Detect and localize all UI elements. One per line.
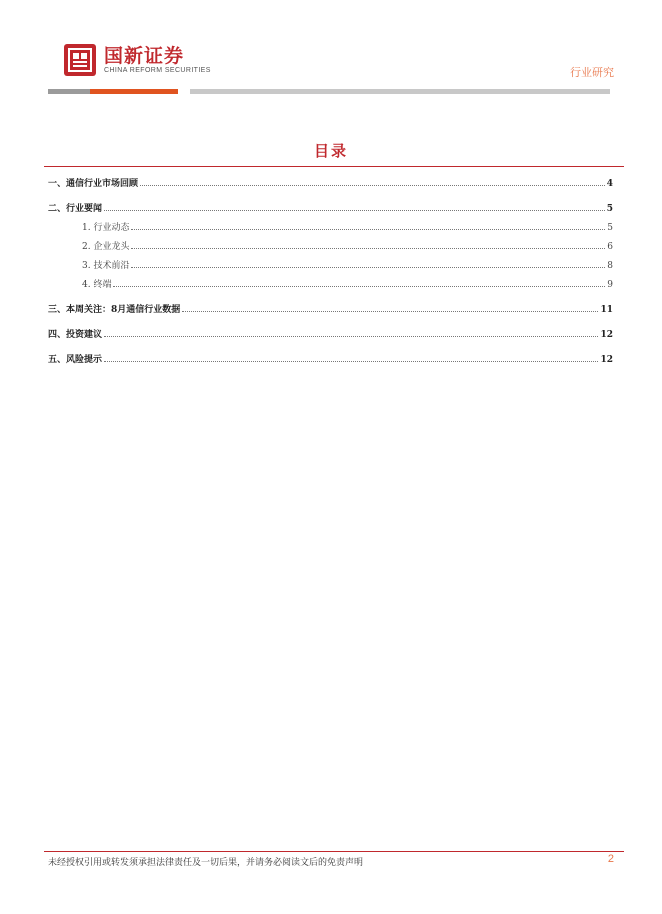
toc-entry-label: 五、风险提示 bbox=[48, 355, 103, 365]
toc-entry[interactable] bbox=[48, 327, 613, 340]
toc-leader-dots bbox=[104, 336, 598, 337]
toc-entry-label: 四、投资建议 bbox=[48, 330, 103, 340]
toc-entry[interactable] bbox=[48, 176, 613, 189]
toc-entry-page: 12 bbox=[600, 330, 613, 340]
toc-entry[interactable] bbox=[48, 352, 613, 365]
toc-entry-page: 4 bbox=[606, 179, 613, 189]
toc-entry[interactable] bbox=[48, 277, 613, 290]
toc-entry[interactable] bbox=[48, 201, 613, 214]
toc-entry[interactable] bbox=[48, 239, 613, 252]
logo-chinese-name: 国新证券 bbox=[104, 44, 185, 67]
section-tag: 行业研究 bbox=[570, 66, 614, 79]
toc-entry[interactable] bbox=[48, 302, 613, 315]
toc-divider bbox=[44, 166, 624, 167]
toc-leader-dots bbox=[131, 248, 605, 249]
table-of-contents bbox=[48, 176, 613, 365]
toc-entry-page: 5 bbox=[607, 223, 613, 233]
toc-entry-page: 12 bbox=[600, 355, 613, 365]
page-header bbox=[0, 0, 662, 100]
footer-divider bbox=[44, 851, 624, 852]
toc-entry-label: 三、本周关注：8月通信行业数据 bbox=[48, 305, 181, 315]
logo-mark-icon bbox=[64, 44, 96, 76]
logo-english-name: CHINA REFORM SECURITIES bbox=[104, 66, 211, 74]
company-logo bbox=[64, 44, 211, 76]
toc-entry-label: 二、行业要闻 bbox=[48, 204, 103, 214]
toc-entry-page: 6 bbox=[607, 242, 613, 252]
toc-title: 目录 bbox=[313, 142, 348, 160]
toc-leader-dots bbox=[113, 286, 605, 287]
toc-leader-dots bbox=[104, 210, 605, 211]
toc-entry-label: 4. 终端 bbox=[82, 280, 112, 290]
toc-entry-label: 2. 企业龙头 bbox=[82, 242, 130, 252]
toc-entry-page: 5 bbox=[606, 204, 613, 214]
toc-entry-label: 一、通信行业市场回顾 bbox=[48, 179, 139, 189]
toc-leader-dots bbox=[104, 361, 598, 362]
toc-leader-dots bbox=[131, 267, 605, 268]
header-bar-light bbox=[190, 89, 610, 94]
header-bar-gray bbox=[48, 89, 90, 94]
toc-entry-page: 11 bbox=[600, 305, 613, 315]
toc-leader-dots bbox=[182, 311, 598, 312]
toc-entry-label: 3. 技术前沿 bbox=[82, 261, 130, 271]
toc-entry-page: 9 bbox=[607, 280, 613, 290]
toc-entry-label: 1. 行业动态 bbox=[82, 223, 130, 233]
toc-entry[interactable] bbox=[48, 220, 613, 233]
toc-entry[interactable] bbox=[48, 258, 613, 271]
footer-disclaimer: 未经授权引用或转发须承担法律责任及一切后果，并请务必阅读文后的免责声明 bbox=[48, 858, 364, 868]
toc-leader-dots bbox=[131, 229, 605, 230]
page-number: 2 bbox=[607, 853, 614, 865]
toc-leader-dots bbox=[140, 185, 605, 186]
header-bar-accent bbox=[90, 89, 178, 94]
toc-entry-page: 8 bbox=[607, 261, 613, 271]
